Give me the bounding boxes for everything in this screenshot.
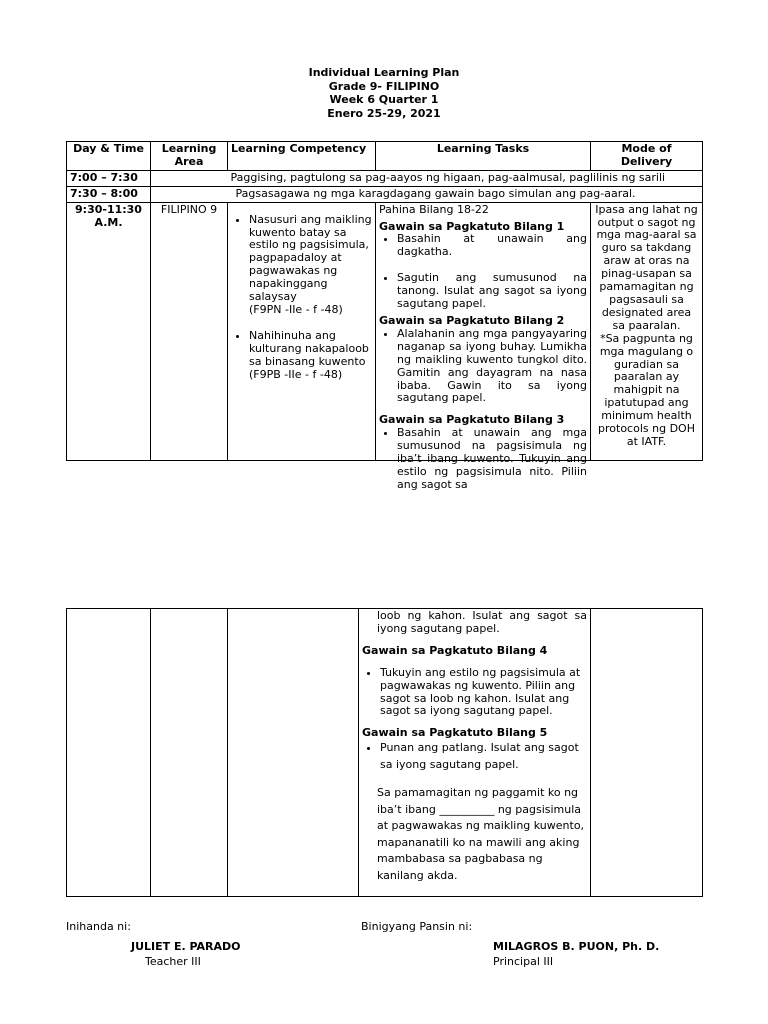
prepared-label: Inihanda ni:: [66, 920, 131, 933]
task-list: [379, 233, 587, 311]
empty-cell: [228, 609, 359, 897]
task-list: [379, 328, 587, 405]
competency-cell: [228, 202, 376, 460]
row-time: 7:30 – 8:00: [67, 186, 151, 202]
table-row: [67, 170, 703, 186]
competency-code: (F9PB -IIe - f -48): [249, 367, 343, 381]
list-item: • Basahin at unawain ang mga sumusunod na pagsisimula ng iba’t ibang kuwento. Tukuyin ang estilo ng pagsisimula nito. Piliin ang sagot sa: [397, 427, 587, 492]
pages-label: Pahina Bilang 18-22: [379, 202, 489, 216]
task3-continued: loob ng kahon. Isulat ang sagot sa iyong sagutang papel.: [377, 609, 587, 635]
tasks-cell-continued: [359, 609, 591, 897]
table-header-row: [67, 142, 703, 171]
document-header: [0, 66, 768, 120]
delivery-text: Ipasa ang lahat ng output o sagot ng mga mag-aaral sa guro sa takdang araw at oras na pinag-usapan sa pamamagitan ng pagsasauli sa designated area sa paaralan.: [595, 202, 698, 332]
list-item: • Alalahanin ang mga pangyayaring naganap sa iyong buhay. Lumikha ng maikling kuwento tungkol dito. Gamitin ang dayagram na nasa ibaba. Gawin ito sa iyong sagutang papel.: [397, 328, 587, 405]
fill-blank: __________: [439, 802, 495, 816]
competency-text: Nasusuri ang maikling kuwento batay sa estilo ng pagsisimula, pagpapadaloy at pagwawakas ng napakinggang salaysay: [249, 212, 372, 304]
header-grade: Grade 9- FILIPINO: [328, 79, 440, 93]
delivery-cell: [591, 202, 703, 460]
task-list: [362, 740, 587, 773]
table-row: [67, 186, 703, 202]
main-time: 9:30-11:30 A.M.: [67, 202, 151, 460]
main-row: [67, 202, 703, 460]
noted-label: Binigyang Pansin ni:: [361, 920, 473, 933]
empty-cell: [151, 186, 228, 202]
empty-cell: [151, 170, 228, 186]
task-title: Gawain sa Pagkatuto Bilang 4: [362, 643, 548, 657]
col-header-learning-area: Learning Area: [151, 142, 228, 171]
list-item: • Tukuyin ang estilo ng pagsisimula at pagwawakas ng kuwento. Piliin ang sagot sa loob ng kahon. Isulat ang sagot sa iyong sagutang papel.: [380, 667, 587, 719]
list-item: [249, 214, 372, 317]
fill-text: Sa pamamagitan ng paggamit ko ng iba’t ibang: [377, 786, 579, 816]
empty-cell: [151, 609, 228, 897]
fill-text: ng pagsisimula at pagwawakas ng maikling kuwento, mapananatili ko na mawili ang aking mambabasa sa pagbabasa ng kanilang akda.: [377, 802, 585, 882]
prepared-name: JULIET E. PARADO: [131, 940, 241, 953]
empty-cell: [67, 609, 151, 897]
row-activity: Paggising, pagtulong sa pag-aayos ng higaan, pag-aalmusal, paglilinis ng sarili: [228, 170, 703, 186]
task-title: Gawain sa Pagkatuto Bilang 2: [379, 313, 565, 327]
task-title: Gawain sa Pagkatuto Bilang 1: [379, 219, 565, 233]
col-header-competency: Learning Competency: [228, 142, 376, 171]
header-week: Week 6 Quarter 1: [329, 93, 439, 106]
delivery-note: *Sa pagpunta ng mga magulang o guradian sa paaralan ay mahigpit na ipatutupad ang minimum health protocols ng DOH at IATF.: [598, 331, 695, 448]
competency-list: [231, 214, 372, 382]
col-header-delivery: Mode of Delivery: [591, 142, 703, 171]
header-title: Individual Learning Plan: [308, 66, 460, 79]
list-item: • Punan ang patlang. Isulat ang sagot sa iyong sagutang papel.: [380, 740, 587, 773]
col-header-day-time: Day & Time: [67, 142, 151, 171]
list-item: • Sagutin ang sumusunod na tanong. Isulat ang sagot sa iyong sagutang papel.: [397, 272, 587, 311]
competency-code: (F9PN -IIe - f -48): [249, 302, 343, 316]
col-header-tasks: Learning Tasks: [376, 142, 591, 171]
noted-name: MILAGROS B. PUON, Ph. D.: [493, 940, 660, 953]
row-time: 7:00 – 7:30: [67, 170, 151, 186]
continued-row: [67, 609, 703, 897]
task-list: [379, 427, 587, 492]
prepared-title: Teacher III: [145, 955, 201, 968]
competency-text: Nahihinuha ang kulturang nakapaloob sa binasang kuwento: [249, 328, 369, 368]
fill-in-sentence: [362, 785, 587, 884]
noted-title: Principal III: [493, 955, 554, 968]
learning-plan-table: [66, 141, 703, 491]
task-title: Gawain sa Pagkatuto Bilang 3: [379, 413, 565, 427]
list-item: • Basahin at unawain ang dagkatha.: [397, 233, 587, 259]
learning-plan-table-continued: [66, 608, 703, 897]
row-activity: Pagsasagawa ng mga karagdagang gawain bago simulan ang pag-aaral.: [228, 186, 703, 202]
list-item: [249, 330, 372, 382]
empty-cell: [591, 609, 703, 897]
task-title: Gawain sa Pagkatuto Bilang 5: [362, 726, 548, 740]
task-list: [362, 667, 587, 719]
tasks-cell: [376, 202, 591, 491]
header-date: Enero 25-29, 2021: [327, 106, 441, 120]
main-area: FILIPINO 9: [151, 202, 228, 460]
